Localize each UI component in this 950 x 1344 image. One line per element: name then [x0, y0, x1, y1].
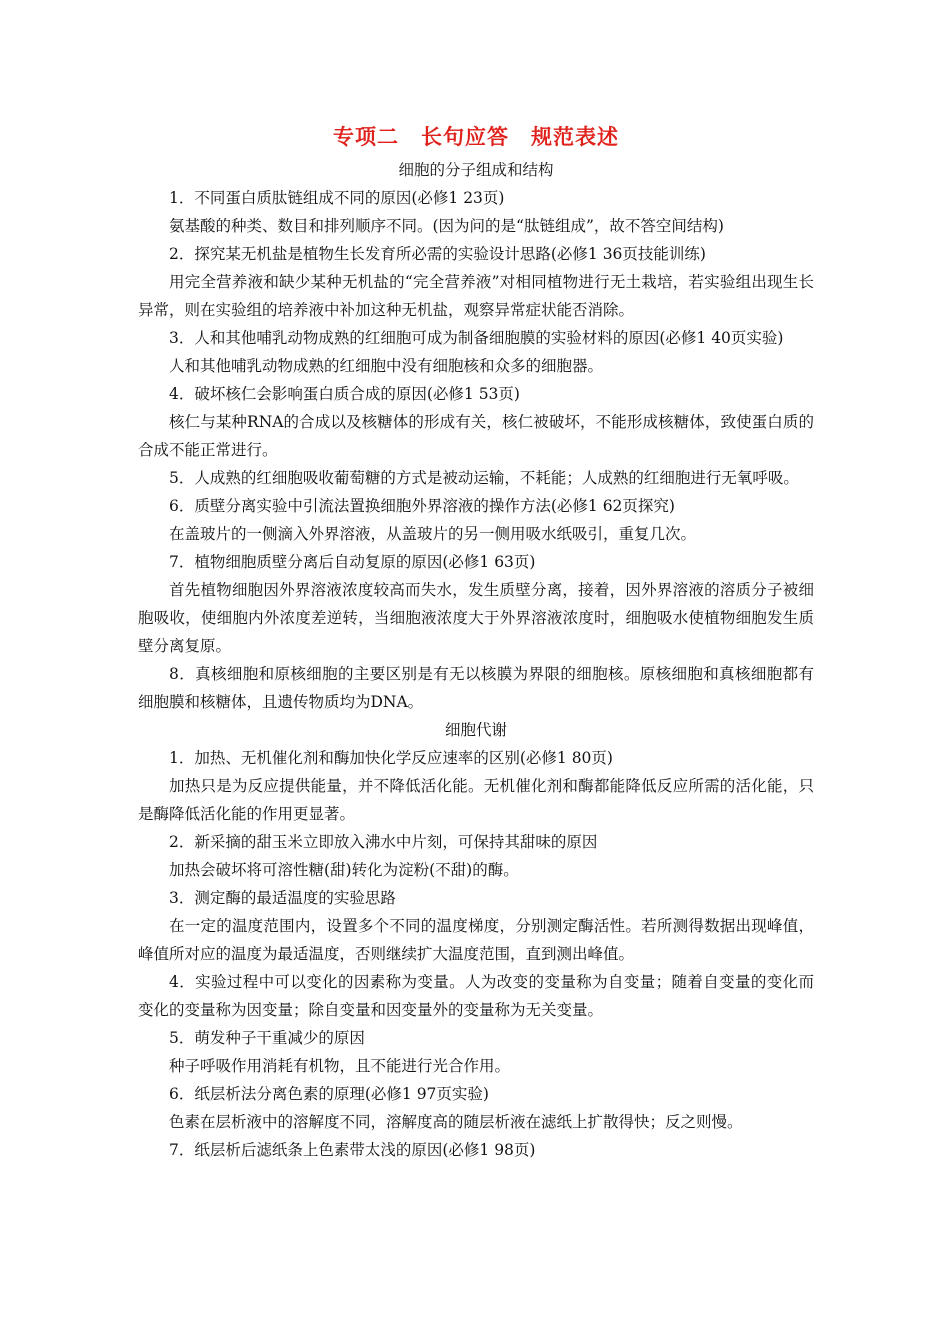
section-cell-structure — [138, 156, 814, 716]
question-4: 4．破坏核仁会影响蛋白质合成的原因(必修1 53页) — [169, 385, 520, 403]
question-7: 7．植物细胞质壁分离后自动复原的原因(必修1 63页) — [169, 553, 536, 571]
answer-6: 色素在层析液中的溶解度不同，溶解度高的随层析液在滤纸上扩散得快；反之则慢。 — [169, 1113, 743, 1131]
answer-1: 氨基酸的种类、数目和排列顺序不同。(因为问的是“肽链组成”，故不答空间结构) — [169, 217, 724, 235]
answer-4: 核仁与某种RNA的合成以及核糖体的形成有关，核仁被破坏，不能形成核糖体，致使蛋白质的合成不能正常进行。 — [138, 413, 814, 459]
statement-4: 4．实验过程中可以变化的因素称为变量。人为改变的变量称为自变量；随着自变量的变化而变化的变量称为因变量；除自变量和因变量外的变量称为无关变量。 — [138, 973, 814, 1019]
section-heading: 细胞的分子组成和结构 — [398, 161, 554, 179]
section-heading: 细胞代谢 — [444, 721, 507, 739]
question-7: 7．纸层析后滤纸条上色素带太浅的原因(必修1 98页) — [169, 1141, 536, 1159]
question-6: 6．纸层析法分离色素的原理(必修1 97页实验) — [169, 1085, 489, 1103]
statement-5: 5．人成熟的红细胞吸收葡萄糖的方式是被动运输，不耗能；人成熟的红细胞进行无氧呼吸。 — [169, 469, 799, 487]
question-2: 2．探究某无机盐是植物生长发育所必需的实验设计思路(必修1 36页技能训练) — [169, 245, 706, 263]
question-6: 6．质壁分离实验中引流法置换细胞外界溶液的操作方法(必修1 62页探究) — [169, 497, 675, 515]
statement-8: 8．真核细胞和原核细胞的主要区别是有无以核膜为界限的细胞核。原核细胞和真核细胞都有细胞膜和核糖体，且遗传物质均为DNA。 — [138, 665, 814, 711]
document-page — [138, 120, 814, 1164]
answer-3: 人和其他哺乳动物成熟的红细胞中没有细胞核和众多的细胞器。 — [169, 357, 604, 375]
question-5: 5．萌发种子干重减少的原因 — [169, 1029, 365, 1047]
page-title: 专项二 长句应答 规范表述 — [333, 125, 619, 149]
answer-3: 在一定的温度范围内，设置多个不同的温度梯度，分别测定酶活性。若所测得数据出现峰值，峰值所对应的温度为最适温度，否则继续扩大温度范围，直到测出峰值。 — [138, 917, 814, 963]
answer-2: 加热会破坏将可溶性糖(甜)转化为淀粉(不甜)的酶。 — [169, 861, 519, 879]
answer-6: 在盖玻片的一侧滴入外界溶液，从盖玻片的另一侧用吸水纸吸引，重复几次。 — [169, 525, 697, 543]
answer-5: 种子呼吸作用消耗有机物，且不能进行光合作用。 — [169, 1057, 511, 1075]
question-1: 1．加热、无机催化剂和酶加快化学反应速率的区别(必修1 80页) — [169, 749, 613, 767]
question-2: 2．新采摘的甜玉米立即放入沸水中片刻，可保持其甜味的原因 — [169, 833, 598, 851]
question-3: 3．测定酶的最适温度的实验思路 — [169, 889, 396, 907]
section-cell-metabolism — [138, 716, 814, 1164]
question-3: 3．人和其他哺乳动物成熟的红细胞可成为制备细胞膜的实验材料的原因(必修1 40页实验) — [169, 329, 784, 347]
question-1: 1．不同蛋白质肽链组成不同的原因(必修1 23页) — [169, 189, 505, 207]
answer-7: 首先植物细胞因外界溶液浓度较高而失水，发生质壁分离，接着，因外界溶液的溶质分子被细胞吸收，使细胞内外浓度差逆转，当细胞液浓度大于外界溶液浓度时，细胞吸水使植物细胞发生质壁分离复原。 — [138, 581, 814, 655]
answer-1: 加热只是为反应提供能量，并不降低活化能。无机催化剂和酶都能降低反应所需的活化能，只是酶降低活化能的作用更显著。 — [138, 777, 814, 823]
answer-2: 用完全营养液和缺少某种无机盐的“完全营养液”对相同植物进行无土栽培，若实验组出现生长异常，则在实验组的培养液中补加这种无机盐，观察异常症状能否消除。 — [138, 273, 814, 319]
